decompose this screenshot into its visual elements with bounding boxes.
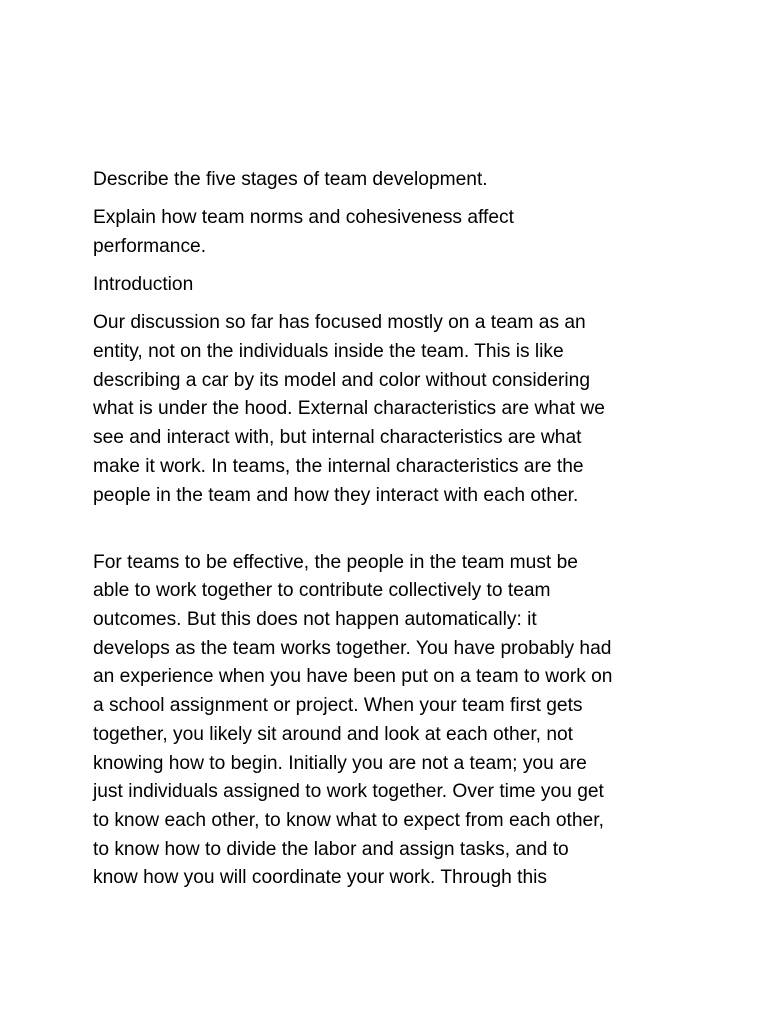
text-line: able to work together to contribute collectively to team bbox=[93, 580, 551, 602]
text-line: make it work. In teams, the internal characteristics are the bbox=[93, 455, 584, 477]
text-line: outcomes. But this does not happen automatically: it bbox=[93, 609, 537, 631]
learning-objective-1: Describe the five stages of team development. bbox=[93, 169, 488, 190]
text-line: know how you will coordinate your work. Through this bbox=[93, 867, 547, 889]
text-line: entity, not on the individuals inside the team. This is like bbox=[93, 341, 564, 363]
paragraph-2 bbox=[93, 549, 693, 893]
document-body bbox=[93, 166, 693, 893]
text-line: describing a car by its model and color without considering bbox=[93, 369, 591, 391]
section-heading: Introduction bbox=[93, 274, 194, 296]
text-line: develops as the team works together. You have probably had bbox=[93, 637, 612, 659]
paragraph-1 bbox=[93, 309, 693, 510]
text-line: an experience when you have been put on a team to work on bbox=[93, 666, 613, 688]
text-line: just individuals assigned to work together. Over time you get bbox=[93, 781, 604, 803]
text-line: see and interact with, but internal characteristics are what bbox=[93, 427, 582, 449]
text-line: performance. bbox=[93, 235, 207, 257]
text-line: to know each other, to know what to expect from each other, bbox=[93, 809, 604, 831]
text-line: people in the team and how they interact with each other. bbox=[93, 484, 579, 506]
text-line: Explain how team norms and cohesiveness affect bbox=[93, 207, 514, 229]
text-line: Our discussion so far has focused mostly on a team as an bbox=[93, 312, 586, 334]
text-line: what is under the hood. External characteristics are what we bbox=[93, 398, 605, 420]
text-line: knowing how to begin. Initially you are not a team; you are bbox=[93, 752, 587, 774]
text-line: to know how to divide the labor and assign tasks, and to bbox=[93, 838, 569, 860]
text-line: a school assignment or project. When your team first gets bbox=[93, 695, 583, 717]
learning-objective-2 bbox=[93, 204, 693, 261]
text-line: For teams to be effective, the people in the team must be bbox=[93, 551, 578, 573]
text-line: together, you likely sit around and look at each other, not bbox=[93, 723, 574, 745]
